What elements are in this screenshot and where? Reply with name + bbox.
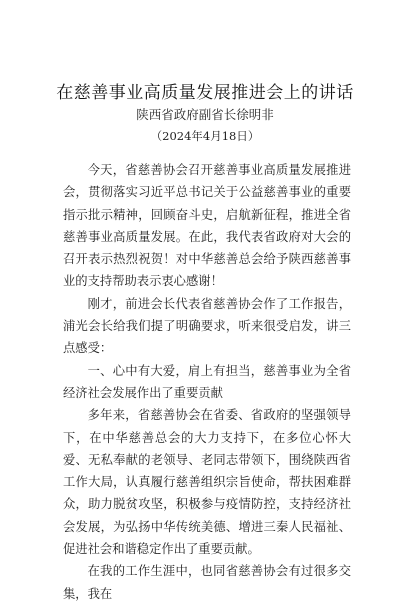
document-body xyxy=(63,159,351,605)
paragraph-personal: 在我的工作生涯中，也同省慈善协会有过很多交集，我在 xyxy=(63,564,351,601)
paragraph-opening: 今天，省慈善协会召开慈善事业高质量发展推进会，贯彻落实习近平总书记关于公益慈善事业的重要指示批示精神，回顾奋斗史，启航新征程，推进全省慈善事业高质量发展。在此，我代表省政府对大会的召开表示热烈祝贺！对中华慈善总会给予陕西慈善事业的支持帮助表示衷心感谢！ xyxy=(63,163,351,289)
document-title: 在慈善事业高质量发展推进会上的讲话 xyxy=(56,83,354,103)
paragraph-report: 刚才，前进会长代表省慈善协会作了工作报告，浦光会长给我们提了明确要求，听来很受启发，讲三点感受： xyxy=(63,296,351,356)
paragraph-contribution: 多年来，省慈善协会在省委、省政府的坚强领导下，在中华慈善总会的大力支持下，在多位心怀大爱、无私奉献的老领导、老同志带领下，围绕陕西省工作大局，认真履行慈善组织宗旨使命，帮扶困难群众，助力脱贫攻坚，积极参与疫情防控，支持经济社会发展，为弘扬中华传统美德、增进三秦人民福祉、促进社会和谐稳定作出了重要贡献。 xyxy=(63,408,351,557)
document-author: 陕西省政府副省长徐明非 xyxy=(136,107,274,122)
section-heading-1: 一、心中有大爱，肩上有担当，慈善事业为全省经济社会发展作出了重要贡献 xyxy=(63,363,351,400)
document-date: （2024年4月18日） xyxy=(150,129,260,143)
